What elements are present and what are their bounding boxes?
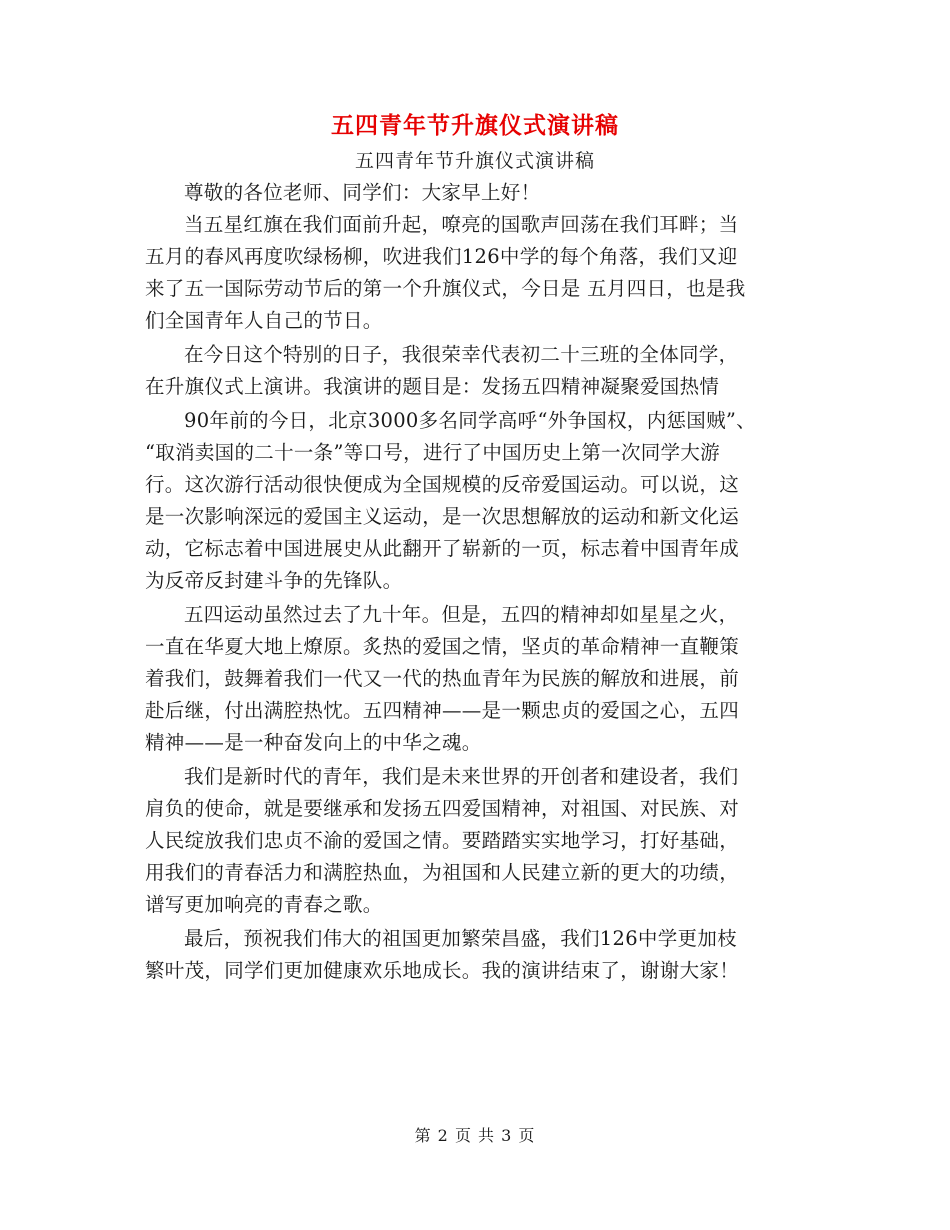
paragraph-line: 肩负的使命，就是要继承和发扬五四爱国精神，对祖国、对民族、对 <box>145 797 740 820</box>
document-title: 五四青年节升旗仪式演讲稿 <box>331 112 619 139</box>
paragraph-line: 人民绽放我们忠贞不渝的爱国之情。要踏踏实实地学习，打好基础， <box>145 829 740 852</box>
paragraph-line: 用我们的青春活力和满腔热血，为祖国和人民建立新的更大的功绩， <box>145 861 740 884</box>
paragraph-line: 在升旗仪式上演讲。我演讲的题目是：发扬五四精神凝聚爱国热情 <box>145 375 720 398</box>
paragraph-line: 90年前的今日，北京3000多名同学高呼“外争国权，内惩国贼”、 <box>184 409 756 432</box>
paragraph-line: 五月的春风再度吹绿杨柳，吹进我们126中学的每个角落，我们又迎 <box>145 245 738 268</box>
paragraph-line: 赴后继，付出满腔热忱。五四精神——是一颗忠贞的爱国之心，五四 <box>145 699 740 722</box>
paragraph-line: 五四运动虽然过去了九十年。但是，五四的精神却如星星之火， <box>184 603 739 626</box>
paragraph-line: 我们是新时代的青年，我们是未来世界的开创者和建设者，我们 <box>184 765 739 788</box>
paragraph-line: 尊敬的各位老师、同学们：大家早上好！ <box>184 181 541 204</box>
paragraph-line: 精神——是一种奋发向上的中华之魂。 <box>145 731 482 754</box>
paragraph-line: “取消卖国的二十一条”等口号，进行了中国历史上第一次同学大游 <box>145 441 720 464</box>
paragraph-line: 在今日这个特别的日子，我很荣幸代表初二十三班的全体同学， <box>184 343 739 366</box>
paragraph-line: 是一次影响深远的爱国主义运动，是一次思想解放的运动和新文化运 <box>145 505 740 528</box>
paragraph-line: 动，它标志着中国进展史从此翻开了崭新的一页，标志着中国青年成 <box>145 537 740 560</box>
paragraph-line: 一直在华夏大地上燎原。炙热的爱国之情，坚贞的革命精神一直鞭策 <box>145 635 740 658</box>
paragraph-line: 来了五一国际劳动节后的第一个升旗仪式，今日是 五月四日，也是我 <box>145 277 746 300</box>
paragraph-line: 当五星红旗在我们面前升起，嘹亮的国歌声回荡在我们耳畔；当 <box>184 213 739 236</box>
paragraph-line: 们全国青年人自己的节日。 <box>145 309 383 332</box>
paragraph-line: 繁叶茂，同学们更加健康欢乐地成长。我的演讲结束了，谢谢大家！ <box>145 959 740 982</box>
paragraph-line: 最后，预祝我们伟大的祖国更加繁荣昌盛，我们126中学更加枝 <box>184 927 737 950</box>
paragraph-line: 谱写更加响亮的青春之歌。 <box>145 893 383 916</box>
document-subtitle: 五四青年节升旗仪式演讲稿 <box>354 150 595 172</box>
paragraph-line: 着我们，鼓舞着我们一代又一代的热血青年为民族的解放和进展，前 <box>145 667 740 690</box>
paragraph-line: 为反帝反封建斗争的先锋队。 <box>145 569 403 592</box>
paragraph-line: 行。这次游行活动很快便成为全国规模的反帝爱国运动。可以说，这 <box>145 473 740 496</box>
page-footer: 第 2 页 共 3 页 <box>414 1126 536 1145</box>
